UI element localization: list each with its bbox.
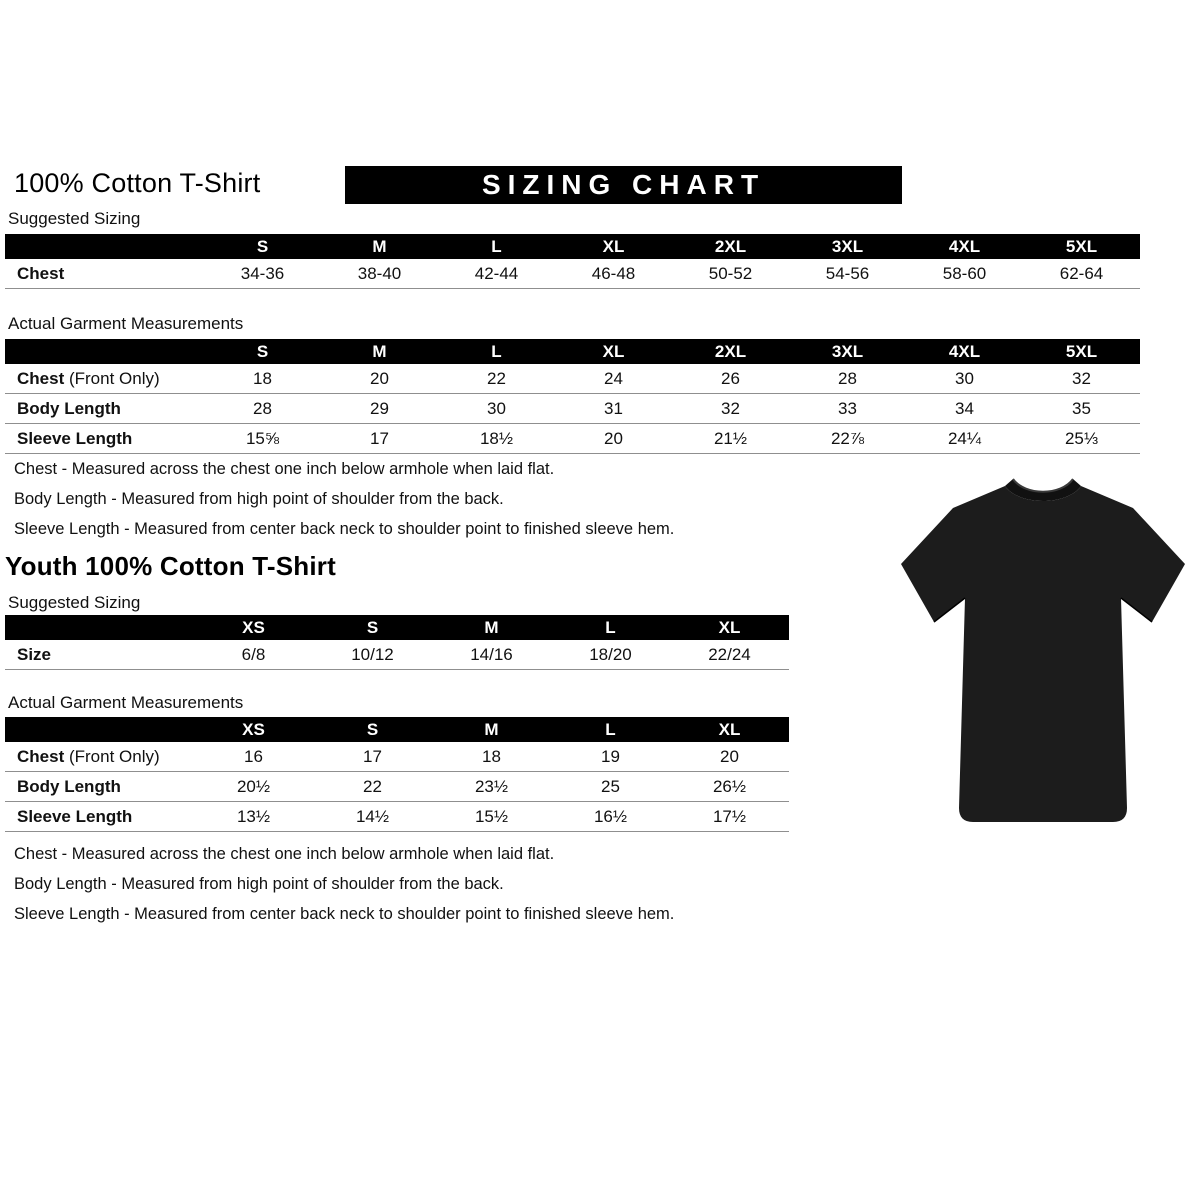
value-cell: 54-56	[789, 259, 906, 289]
table-row	[5, 802, 789, 832]
value-cell: 25	[551, 772, 670, 802]
value-cell: 32	[672, 394, 789, 424]
value-cell: 30	[438, 394, 555, 424]
tshirt-silhouette	[893, 470, 1193, 830]
header-cell: 3XL	[789, 339, 906, 364]
header-cell: 3XL	[789, 234, 906, 259]
header-cell: M	[432, 615, 551, 640]
row-label: Body Length	[17, 776, 121, 796]
table-row	[5, 259, 1140, 289]
header-cell: L	[438, 234, 555, 259]
adult-heading: 100% Cotton T-Shirt	[14, 168, 261, 198]
value-cell: 26	[672, 364, 789, 394]
adult-suggested-table	[5, 234, 1140, 289]
value-cell: 35	[1023, 394, 1140, 424]
row-label-suffix: (Front Only)	[64, 368, 160, 388]
header-cell: 2XL	[672, 339, 789, 364]
value-cell: 42-44	[438, 259, 555, 289]
value-cell: 20	[670, 742, 789, 772]
table-header-row	[5, 717, 789, 742]
header-cell: 5XL	[1023, 234, 1140, 259]
value-cell: 32	[1023, 364, 1140, 394]
header-cell: XS	[194, 615, 313, 640]
note-line: Sleeve Length - Measured from center back neck to shoulder point to finished sleeve hem.	[14, 520, 675, 538]
header-cell: L	[551, 717, 670, 742]
value-cell: 17½	[670, 802, 789, 832]
value-cell: 20	[321, 364, 438, 394]
header-cell: M	[321, 234, 438, 259]
header-cell: S	[204, 339, 321, 364]
table-header-row	[5, 234, 1140, 259]
row-label: Chest	[17, 368, 65, 388]
table-header-row	[5, 615, 789, 640]
header-cell: XL	[670, 615, 789, 640]
value-cell: 24	[555, 364, 672, 394]
value-cell: 33	[789, 394, 906, 424]
value-cell: 29	[321, 394, 438, 424]
table-row	[5, 742, 789, 772]
value-cell: 13½	[194, 802, 313, 832]
value-cell: 20	[555, 424, 672, 454]
value-cell: 15½	[432, 802, 551, 832]
note-line: Chest - Measured across the chest one inch below armhole when laid flat.	[14, 845, 555, 863]
header-spacer	[5, 339, 204, 364]
youth-heading: Youth 100% Cotton T-Shirt	[5, 551, 336, 581]
header-cell: 2XL	[672, 234, 789, 259]
value-cell: 24¼	[906, 424, 1023, 454]
note-line: Sleeve Length - Measured from center back neck to shoulder point to finished sleeve hem.	[14, 905, 675, 923]
value-cell: 21½	[672, 424, 789, 454]
note-line: Body Length - Measured from high point of shoulder from the back.	[14, 875, 504, 893]
note-line: Chest - Measured across the chest one inch below armhole when laid flat.	[14, 460, 555, 478]
row-label: Chest	[17, 746, 65, 766]
value-cell: 6/8	[194, 640, 313, 670]
value-cell: 38-40	[321, 259, 438, 289]
youth-actual-label: Actual Garment Measurements	[8, 693, 244, 712]
row-label-cell	[5, 394, 204, 424]
value-cell: 22/24	[670, 640, 789, 670]
header-cell: S	[204, 234, 321, 259]
row-label: Sleeve Length	[17, 428, 133, 448]
value-cell: 30	[906, 364, 1023, 394]
value-cell: 14/16	[432, 640, 551, 670]
youth-suggested-table	[5, 615, 789, 670]
value-cell: 28	[204, 394, 321, 424]
row-label-cell	[5, 772, 194, 802]
row-label: Size	[5, 640, 194, 670]
header-cell: L	[438, 339, 555, 364]
value-cell: 18	[204, 364, 321, 394]
header-cell: L	[551, 615, 670, 640]
header-spacer	[5, 234, 204, 259]
table-row	[5, 640, 789, 670]
value-cell: 25⅓	[1023, 424, 1140, 454]
table-header-row	[5, 339, 1140, 364]
row-label-cell	[5, 742, 194, 772]
header-cell: 4XL	[906, 339, 1023, 364]
value-cell: 20½	[194, 772, 313, 802]
value-cell: 19	[551, 742, 670, 772]
table-row	[5, 424, 1140, 454]
youth-actual-table	[5, 717, 789, 832]
value-cell: 18/20	[551, 640, 670, 670]
value-cell: 17	[313, 742, 432, 772]
value-cell: 26½	[670, 772, 789, 802]
value-cell: 10/12	[313, 640, 432, 670]
header-spacer	[5, 615, 194, 640]
header-cell: M	[432, 717, 551, 742]
table-row	[5, 394, 1140, 424]
adult-suggested-label: Suggested Sizing	[8, 209, 141, 228]
youth-notes	[14, 845, 674, 935]
value-cell: 23½	[432, 772, 551, 802]
value-cell: 34-36	[204, 259, 321, 289]
adult-actual-label: Actual Garment Measurements	[8, 314, 244, 333]
row-label-cell	[5, 424, 204, 454]
tshirt-image	[893, 470, 1193, 830]
youth-suggested-label: Suggested Sizing	[8, 593, 141, 612]
header-cell: XL	[555, 339, 672, 364]
header-cell: 5XL	[1023, 339, 1140, 364]
value-cell: 18½	[438, 424, 555, 454]
value-cell: 46-48	[555, 259, 672, 289]
value-cell: 22⅞	[789, 424, 906, 454]
header-spacer	[5, 717, 194, 742]
value-cell: 17	[321, 424, 438, 454]
header-cell: 4XL	[906, 234, 1023, 259]
note-line: Body Length - Measured from high point of shoulder from the back.	[14, 490, 504, 508]
adult-notes	[14, 460, 674, 550]
value-cell: 34	[906, 394, 1023, 424]
row-label-suffix: (Front Only)	[64, 746, 160, 766]
value-cell: 18	[432, 742, 551, 772]
row-label: Chest	[5, 259, 204, 289]
row-label: Body Length	[17, 398, 121, 418]
value-cell: 22	[438, 364, 555, 394]
value-cell: 16½	[551, 802, 670, 832]
value-cell: 58-60	[906, 259, 1023, 289]
value-cell: 14½	[313, 802, 432, 832]
sizing-chart-banner: SIZING CHART	[345, 166, 902, 204]
row-label: Sleeve Length	[17, 806, 133, 826]
row-label-cell	[5, 364, 204, 394]
value-cell: 62-64	[1023, 259, 1140, 289]
value-cell: 16	[194, 742, 313, 772]
row-label-cell	[5, 802, 194, 832]
header-cell: S	[313, 615, 432, 640]
table-row	[5, 772, 789, 802]
table-row	[5, 364, 1140, 394]
adult-actual-table	[5, 339, 1140, 454]
value-cell: 22	[313, 772, 432, 802]
value-cell: 15⅝	[204, 424, 321, 454]
value-cell: 50-52	[672, 259, 789, 289]
header-cell: M	[321, 339, 438, 364]
value-cell: 31	[555, 394, 672, 424]
header-cell: S	[313, 717, 432, 742]
header-cell: XL	[670, 717, 789, 742]
header-cell: XS	[194, 717, 313, 742]
value-cell: 28	[789, 364, 906, 394]
header-cell: XL	[555, 234, 672, 259]
